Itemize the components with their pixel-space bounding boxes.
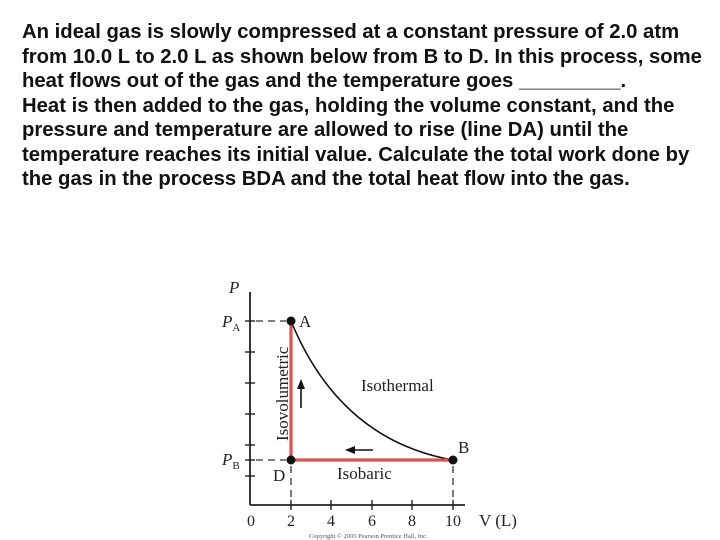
point-b-dot — [449, 456, 458, 465]
x-tick-label: 8 — [408, 513, 416, 530]
x-tick-labels — [247, 513, 461, 530]
pb-label-sub: B — [232, 460, 240, 472]
point-a-dot — [287, 317, 296, 326]
x-tick-label: 0 — [247, 513, 255, 530]
pa-label — [221, 312, 240, 334]
problem-para2: Heat is then added to the gas, holding the volume constant, and the pressure and temperature are allowed to rise (line DA) until the temperature reaches its initial value. Calculate the total work done by the gas in the process BDA and the total heat flow into the gas. — [22, 94, 690, 190]
copyright-text: Copyright © 2005 Pearson Prentice Hall, Inc. — [309, 533, 428, 540]
left-arrow-icon — [345, 446, 373, 454]
point-d-dot — [287, 456, 296, 465]
point-b-label: B — [458, 438, 470, 457]
pa-label-main: P — [222, 312, 233, 331]
problem-para1-end: . — [620, 70, 627, 92]
x-tick-label: 10 — [445, 513, 461, 530]
isobaric-label: Isobaric — [337, 464, 392, 483]
answer-blank: _________ — [518, 70, 621, 92]
pa-label-sub: A — [232, 322, 241, 334]
x-tick-label: 6 — [368, 513, 376, 530]
x-tick-label: 4 — [327, 513, 335, 530]
point-a-label: A — [299, 312, 312, 331]
isothermal-label: Isothermal — [361, 376, 434, 395]
pb-label-main: P — [222, 450, 233, 469]
x-tick-label: 2 — [287, 513, 295, 530]
y-axis-label: P — [229, 278, 240, 297]
isovolumetric-label: Isovolumetric — [273, 346, 292, 441]
up-arrow-icon — [297, 379, 305, 408]
x-axis-label: V (L) — [479, 511, 517, 530]
point-d-label: D — [273, 466, 286, 485]
problem-para1-start: An ideal gas is slowly compressed at a constant pressure of 2.0 atm from 10.0 L to 2.0 L as shown below from B to D. In this process, some heat flows out of the gas and the temperature goes — [22, 21, 702, 92]
pb-label — [221, 450, 240, 472]
